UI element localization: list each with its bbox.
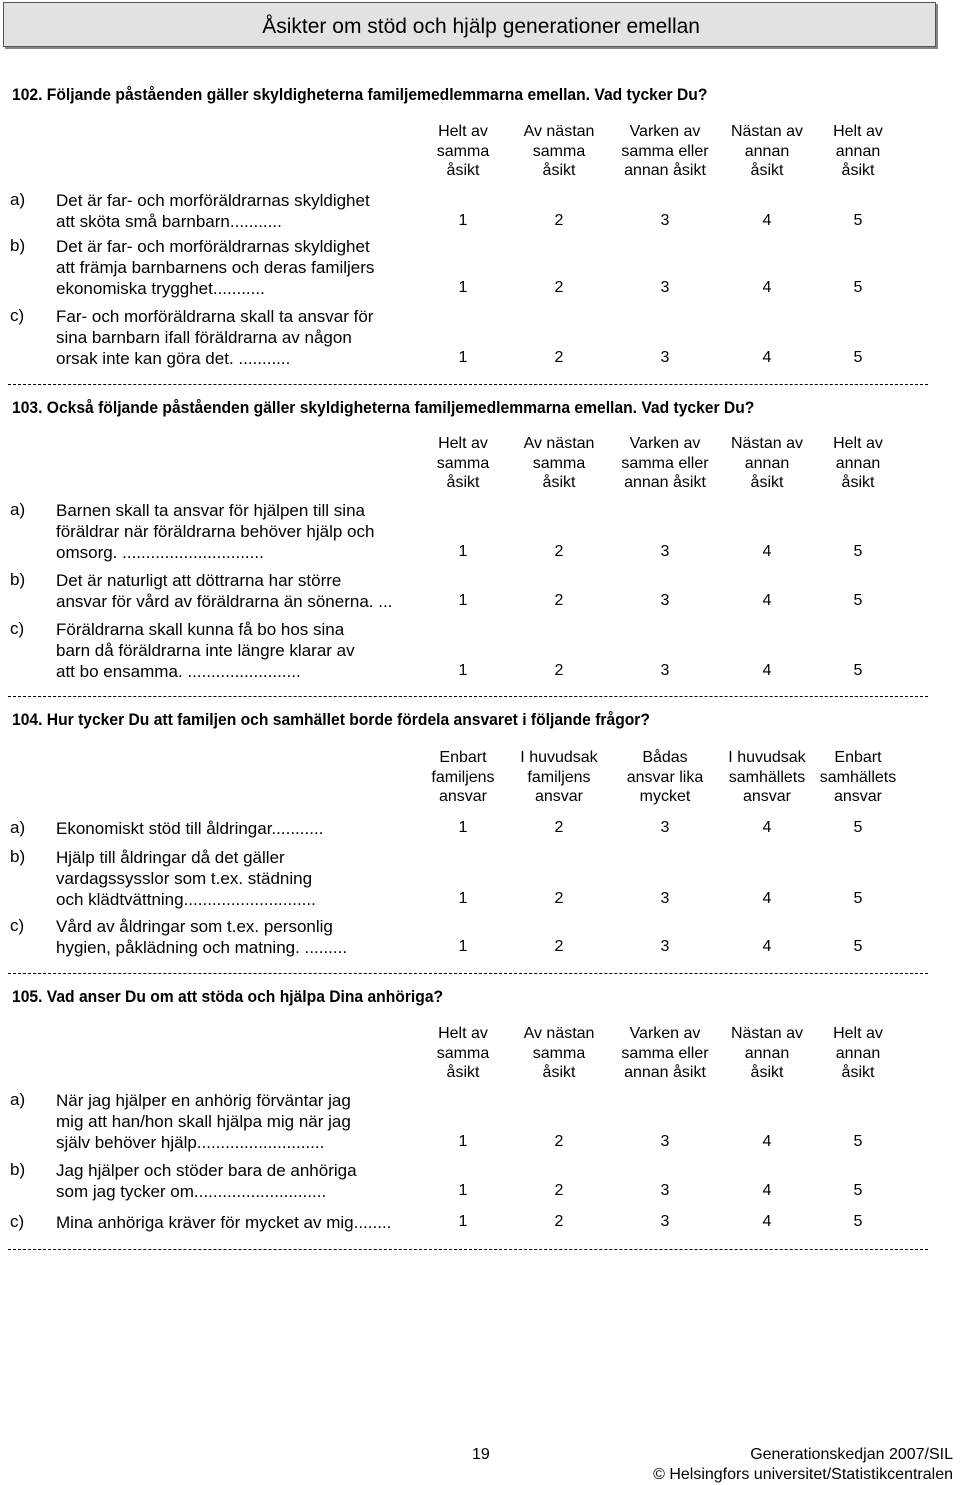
column-header-line: samhällets (819, 768, 897, 786)
column-header-line: åsikt (750, 1064, 784, 1081)
scale-option[interactable]: 1 (458, 279, 468, 296)
column-header-line: Av nästan (523, 435, 595, 452)
column-header-line: annan (835, 1044, 881, 1062)
column-header-line: ansvar (534, 788, 584, 805)
item-letter: a) (10, 500, 26, 519)
item-letter: a) (10, 818, 26, 837)
scale-option[interactable]: 5 (853, 1133, 863, 1150)
page-title: Åsikter om stöd och hjälp generationer emellan (262, 15, 700, 38)
scale-option[interactable]: 4 (762, 1182, 772, 1199)
column-header-line: samhällets (728, 768, 806, 786)
scale-option[interactable]: 1 (458, 349, 468, 366)
column-header-line: åsikt (446, 474, 480, 491)
scale-option[interactable]: 5 (853, 279, 863, 296)
column-header-line: samma (532, 142, 586, 160)
column-header-line: åsikt (542, 474, 576, 491)
scale-option[interactable]: 1 (458, 1133, 468, 1150)
column-header-line: Helt av (833, 123, 883, 140)
column-header (408, 434, 518, 493)
column-header-line: Enbart (439, 749, 487, 766)
column-header-line: Bådas (642, 749, 688, 766)
scale-option[interactable]: 4 (762, 592, 772, 609)
column-header (610, 748, 720, 807)
scale-option[interactable]: 3 (660, 819, 670, 836)
scale-option[interactable]: 5 (853, 1213, 863, 1230)
item-letter: c) (10, 619, 25, 638)
column-header (803, 748, 913, 807)
scale-option[interactable]: 2 (554, 1182, 564, 1199)
section-divider (8, 696, 928, 697)
column-header-line: åsikt (446, 1064, 480, 1081)
section-divider (8, 973, 928, 974)
scale-option[interactable]: 4 (762, 1133, 772, 1150)
scale-option[interactable]: 3 (660, 279, 670, 296)
column-header-line: Nästan av (730, 1025, 804, 1042)
scale-option[interactable]: 3 (660, 349, 670, 366)
item-text: Det är naturligt att döttrarna har större (56, 571, 342, 590)
item-text: som jag tycker om............................ (56, 1182, 327, 1201)
column-header-line: familjens (527, 768, 591, 786)
question-title: 105. Vad anser Du om att stöda och hjälpa Dina anhöriga? (12, 987, 444, 1006)
scale-option[interactable]: 2 (554, 592, 564, 609)
column-header-line: I huvudsak (520, 749, 598, 766)
column-header (803, 122, 913, 181)
item-text: Vård av åldringar som t.ex. personlig (56, 917, 333, 936)
item-letter: c) (10, 1212, 25, 1231)
column-header-line: åsikt (750, 474, 784, 491)
column-header-line: åsikt (841, 162, 875, 179)
item-text: mig att han/hon skall hjälpa mig när jag (56, 1112, 351, 1131)
item-letter: c) (10, 916, 25, 935)
scale-option[interactable]: 5 (853, 938, 863, 955)
scale-option[interactable]: 1 (458, 938, 468, 955)
section-divider (8, 1249, 928, 1250)
footer-project: Generationskedjan 2007/SIL (750, 1446, 953, 1463)
column-header-line: samma (436, 142, 490, 160)
column-header (803, 434, 913, 493)
column-header-line: Av nästan (523, 1025, 595, 1042)
scale-option[interactable]: 3 (660, 1213, 670, 1230)
column-header-line: Helt av (438, 123, 488, 140)
column-header-line: åsikt (542, 162, 576, 179)
column-header-line: I huvudsak (728, 749, 806, 766)
column-header (610, 1024, 720, 1083)
column-header (504, 748, 614, 807)
item-text: ekonomiska trygghet........... (56, 279, 265, 298)
column-header-line: åsikt (841, 474, 875, 491)
column-header (504, 122, 614, 181)
column-header-line: Nästan av (730, 435, 804, 452)
column-header-line: Varken av (629, 435, 701, 452)
scale-option[interactable]: 2 (554, 662, 564, 679)
scale-option[interactable]: 1 (458, 543, 468, 560)
column-header-line: ansvar (833, 788, 883, 805)
item-text: omsorg. .............................. (56, 543, 264, 562)
item-text: När jag hjälper en anhörig förväntar jag (56, 1091, 351, 1110)
item-text: och klädtvättning............................ (56, 890, 316, 909)
scale-option[interactable]: 4 (762, 349, 772, 366)
footer-copyright: © Helsingfors universitet/Statistikcentralen (653, 1466, 953, 1483)
scale-option[interactable]: 4 (762, 212, 772, 229)
scale-option[interactable]: 5 (853, 212, 863, 229)
column-header-line: annan (744, 142, 790, 160)
scale-option[interactable]: 3 (660, 662, 670, 679)
scale-option[interactable]: 4 (762, 543, 772, 560)
column-header-line: ansvar (742, 788, 792, 805)
item-text: att främja barnbarnens och deras familjers (56, 258, 375, 277)
item-letter: b) (10, 847, 26, 866)
column-header-line: ansvar (438, 788, 488, 805)
scale-option[interactable]: 1 (458, 662, 468, 679)
column-header-line: Enbart (834, 749, 882, 766)
column-header (610, 122, 720, 181)
item-text: Ekonomiskt stöd till åldringar........... (56, 819, 324, 838)
scale-option[interactable]: 2 (554, 1133, 564, 1150)
column-header-line: annan (744, 1044, 790, 1062)
column-header-line: samma eller (621, 454, 709, 472)
item-letter: b) (10, 1160, 26, 1179)
column-header-line: annan (835, 142, 881, 160)
item-letter: a) (10, 190, 26, 209)
scale-option[interactable]: 2 (554, 349, 564, 366)
question-title: 102. Följande påståenden gäller skyldigheterna familjemedlemmarna emellan. Vad tycker Du? (12, 85, 708, 104)
item-text: själv behöver hjälp........................... (56, 1133, 325, 1152)
scale-option[interactable]: 4 (762, 819, 772, 836)
column-header (504, 1024, 614, 1083)
column-header-line: Helt av (438, 435, 488, 452)
column-header-line: Helt av (833, 435, 883, 452)
scale-option[interactable]: 2 (554, 1213, 564, 1230)
scale-option[interactable]: 5 (853, 662, 863, 679)
column-header (504, 434, 614, 493)
scale-option[interactable]: 2 (554, 279, 564, 296)
item-text: Hjälp till åldringar då det gäller (56, 848, 285, 867)
scale-option[interactable]: 4 (762, 279, 772, 296)
item-text: hygien, påklädning och matning. ......... (56, 938, 348, 957)
scale-option[interactable]: 4 (762, 662, 772, 679)
question-title: 103. Också följande påståenden gäller skyldigheterna familjemedlemmarna emellan. Vad tycker Du? (12, 398, 755, 417)
item-letter: c) (10, 306, 25, 325)
item-text: att sköta små barnbarn........... (56, 212, 282, 231)
scale-option[interactable]: 5 (853, 592, 863, 609)
scale-option[interactable]: 4 (762, 938, 772, 955)
scale-option[interactable]: 2 (554, 543, 564, 560)
scale-option[interactable]: 3 (660, 938, 670, 955)
column-header (408, 1024, 518, 1083)
question-title: 104. Hur tycker Du att familjen och samhället borde fördela ansvaret i följande frågor? (12, 710, 650, 729)
column-header-line: Varken av (629, 123, 701, 140)
scale-option[interactable]: 4 (762, 1213, 772, 1230)
item-text: Far- och morföräldrarna skall ta ansvar för (56, 307, 374, 326)
item-text: föräldrar när föräldrarna behöver hjälp och (56, 522, 375, 541)
column-header (610, 434, 720, 493)
item-text: Det är far- och morföräldrarnas skyldighet (56, 237, 370, 256)
column-header (803, 1024, 913, 1083)
scale-option[interactable]: 3 (660, 1133, 670, 1150)
column-header-line: samma eller (621, 1044, 709, 1062)
column-header-line: åsikt (841, 1064, 875, 1081)
item-text: orsak inte kan göra det. ........... (56, 349, 291, 368)
scale-option[interactable]: 1 (458, 212, 468, 229)
item-text: att bo ensamma. ........................ (56, 662, 301, 681)
scale-option[interactable]: 2 (554, 819, 564, 836)
column-header-line: ansvar lika (626, 768, 704, 786)
scale-option[interactable]: 4 (762, 890, 772, 907)
column-header-line: åsikt (446, 162, 480, 179)
column-header-line: samma (436, 454, 490, 472)
column-header-line: mycket (639, 788, 691, 805)
column-header-line: Av nästan (523, 123, 595, 140)
column-header-line: annan (835, 454, 881, 472)
scale-option[interactable]: 2 (554, 938, 564, 955)
item-text: sina barnbarn ifall föräldrarna av någon (56, 328, 352, 347)
scale-option[interactable]: 5 (853, 819, 863, 836)
scale-option[interactable]: 3 (660, 543, 670, 560)
column-header-line: samma eller (621, 142, 709, 160)
scale-option[interactable]: 1 (458, 819, 468, 836)
column-header-line: Varken av (629, 1025, 701, 1042)
column-header-line: samma (436, 1044, 490, 1062)
scale-option[interactable]: 3 (660, 212, 670, 229)
item-letter: b) (10, 570, 26, 589)
item-letter: a) (10, 1090, 26, 1109)
item-text: barn då föräldrarna inte längre klarar av (56, 641, 355, 660)
column-header (408, 748, 518, 807)
scale-option[interactable]: 1 (458, 592, 468, 609)
scale-option[interactable]: 2 (554, 890, 564, 907)
column-header (408, 122, 518, 181)
scale-option[interactable]: 3 (660, 1182, 670, 1199)
scale-option[interactable]: 5 (853, 1182, 863, 1199)
scale-option[interactable]: 1 (458, 1213, 468, 1230)
item-text: vardagssysslor som t.ex. städning (56, 869, 313, 888)
scale-option[interactable]: 1 (458, 1182, 468, 1199)
column-header-line: annan åsikt (624, 162, 706, 179)
column-header-line: annan åsikt (624, 474, 706, 491)
column-header-line: samma (532, 1044, 586, 1062)
scale-option[interactable]: 1 (458, 890, 468, 907)
column-header-line: åsikt (542, 1064, 576, 1081)
item-text: Jag hjälper och stöder bara de anhöriga (56, 1161, 357, 1180)
item-text: Mina anhöriga kräver för mycket av mig........ (56, 1213, 392, 1232)
scale-option[interactable]: 5 (853, 890, 863, 907)
column-header-line: samma (532, 454, 586, 472)
column-header-line: annan (744, 454, 790, 472)
column-header-line: annan åsikt (624, 1064, 706, 1081)
item-text: Barnen skall ta ansvar för hjälpen till sina (56, 501, 365, 520)
page-number: 19 (472, 1446, 490, 1463)
item-letter: b) (10, 236, 26, 255)
column-header-line: familjens (431, 768, 495, 786)
scale-option[interactable]: 3 (660, 890, 670, 907)
column-header-line: Helt av (833, 1025, 883, 1042)
item-text: Föräldrarna skall kunna få bo hos sina (56, 620, 345, 639)
scale-option[interactable]: 5 (853, 349, 863, 366)
scale-option[interactable]: 5 (853, 543, 863, 560)
item-text: ansvar för vård av föräldrarna än sönerna. ... (56, 592, 393, 611)
column-header-line: åsikt (750, 162, 784, 179)
item-text: Det är far- och morföräldrarnas skyldighet (56, 191, 370, 210)
column-header-line: Nästan av (730, 123, 804, 140)
page-header (3, 2, 936, 47)
scale-option[interactable]: 3 (660, 592, 670, 609)
scale-option[interactable]: 2 (554, 212, 564, 229)
section-divider (8, 384, 928, 385)
column-header-line: Helt av (438, 1025, 488, 1042)
